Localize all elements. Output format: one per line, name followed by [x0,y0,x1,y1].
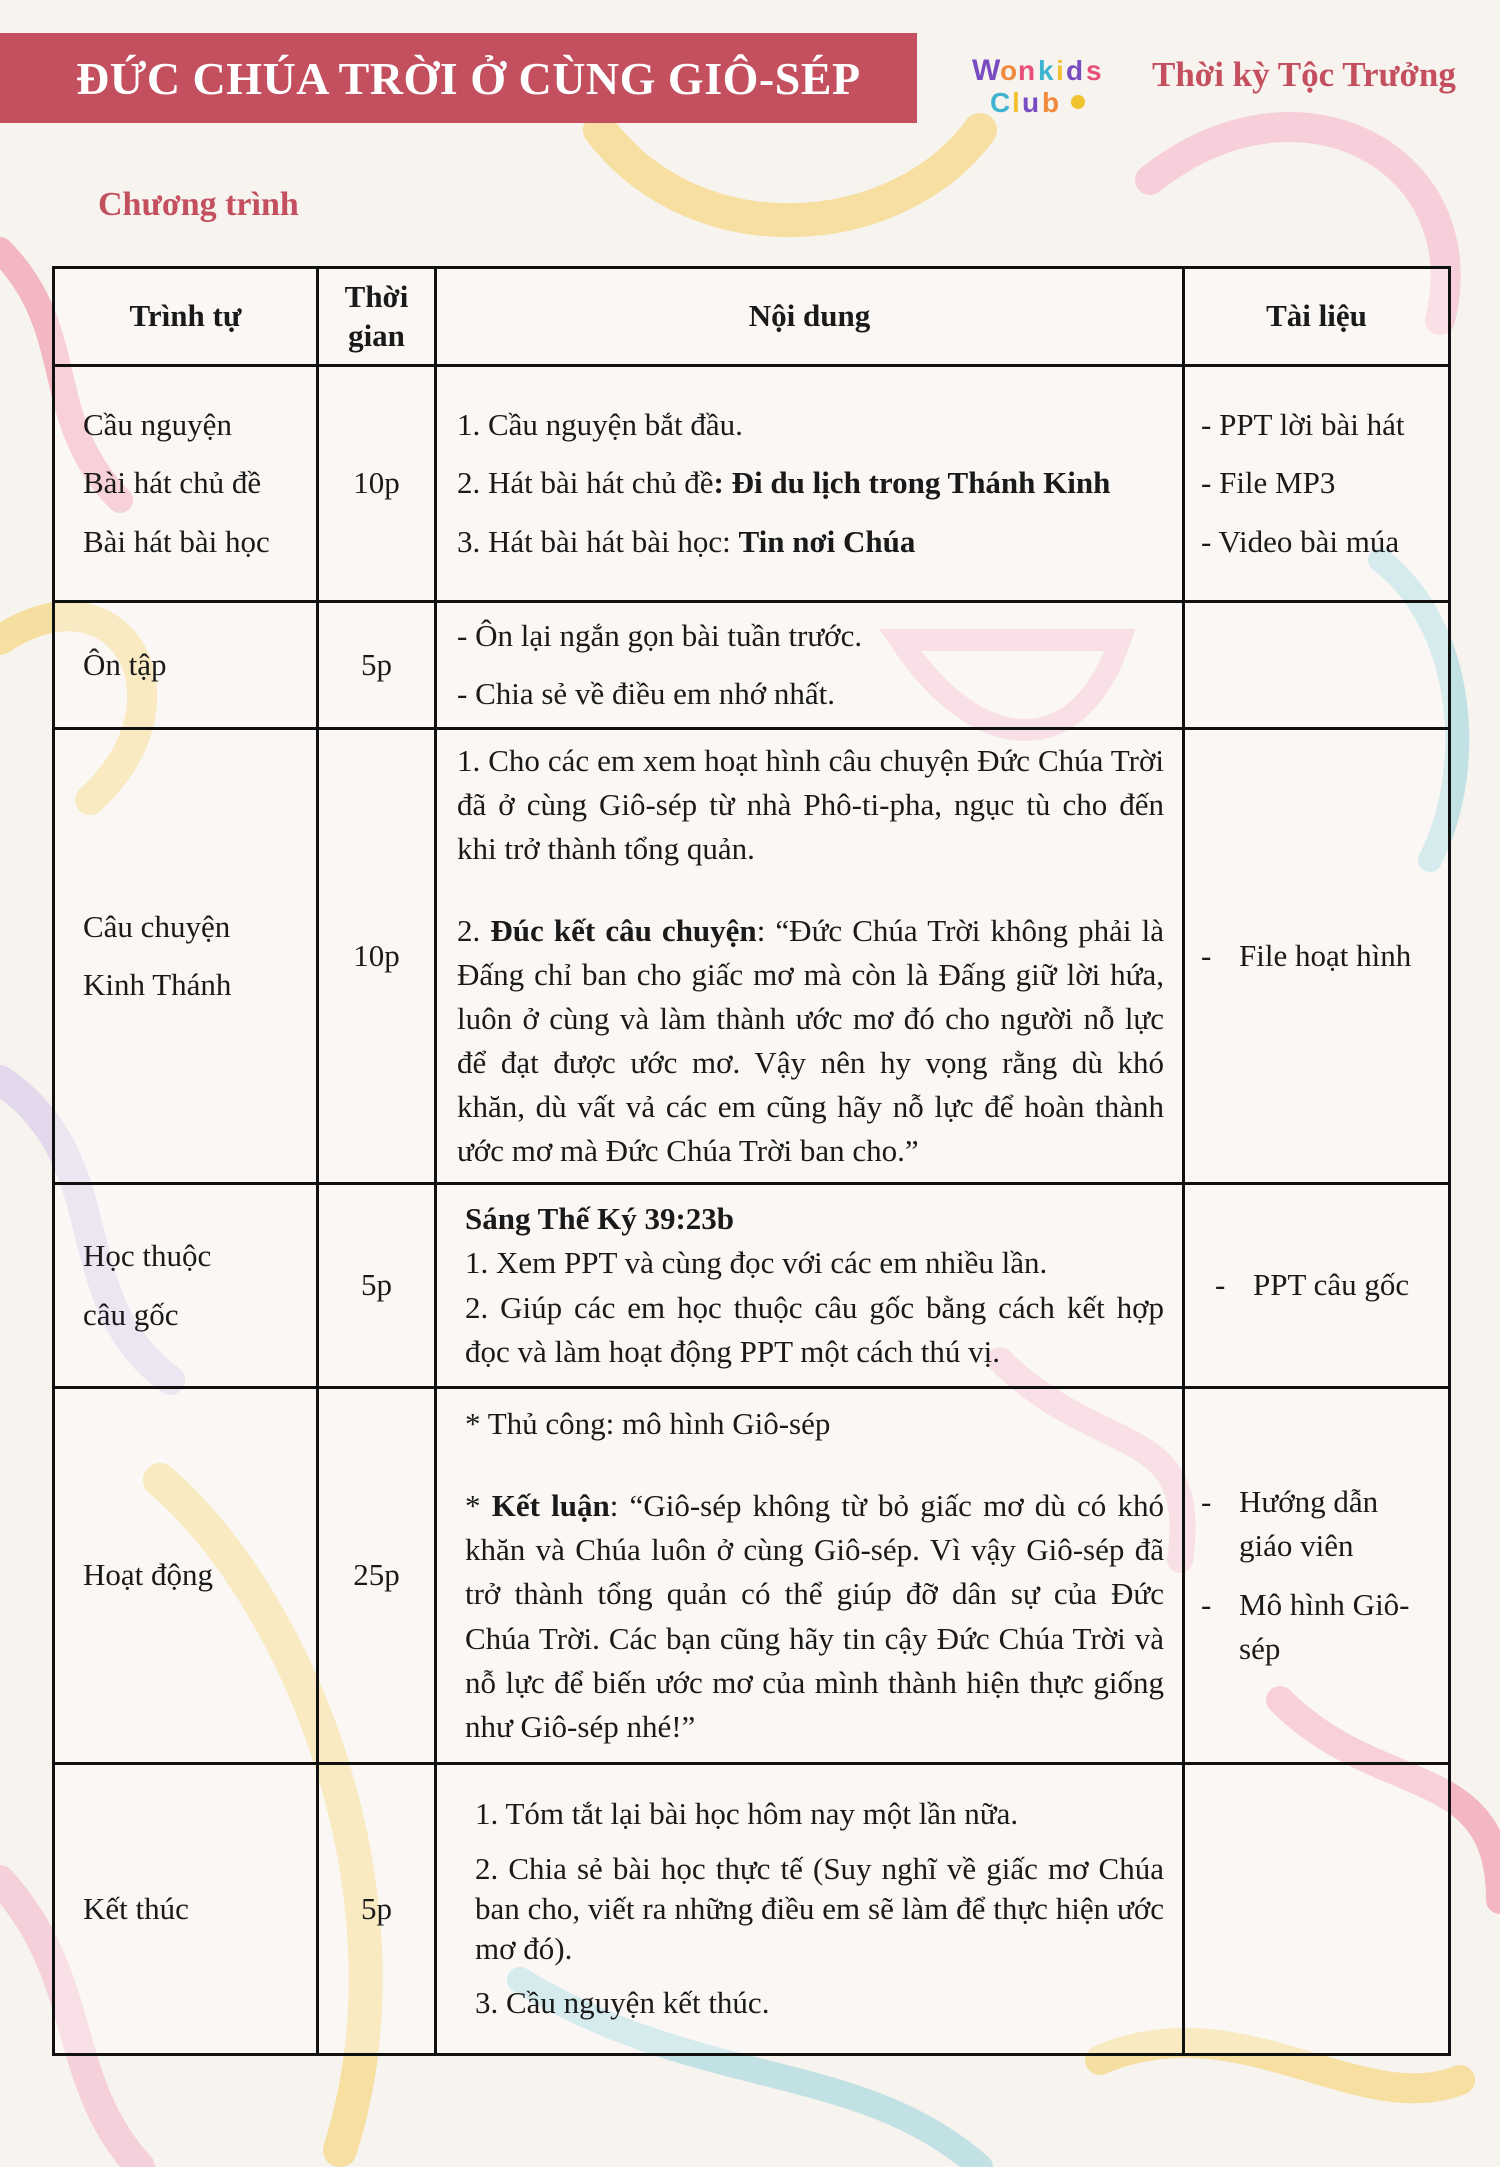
materials-cell [1184,1764,1450,2055]
content-paragraph [457,909,1164,1173]
materials-cell [1184,1184,1450,1388]
header-materials: Tài liệu [1184,268,1450,366]
table-row [54,729,1450,1184]
program-table [52,266,1451,2056]
materials-cell [1184,602,1450,729]
content-line: - Chia sẻ về điều em nhớ nhất. [457,676,835,711]
content-line: 2. Giúp các em học thuộc câu gốc bằng cách kết hợp đọc và làm hoạt động PPT một cách thú vị. [465,1289,1164,1369]
svg-text:s: s [1086,55,1102,86]
material-item [1201,934,1432,978]
table-row [54,1388,1450,1764]
materials-cell [1184,1388,1450,1764]
content-paragraph [465,1484,1164,1748]
header-content: Nội dung [436,268,1184,366]
time-cell: 5p [318,1184,436,1388]
content-cell [436,1764,1184,2055]
header-time [318,268,436,366]
lesson-song-title: Tin nơi Chúa [738,523,916,559]
content-text: 3. Hát bài hát bài học: [457,523,739,559]
material-item [1201,1480,1432,1568]
table-row [54,602,1450,729]
summary-label: Đúc kết câu chuyện [490,912,757,948]
content-paragraph: 1. Cho các em xem hoạt hình câu chuyện Đức Chúa Trời đã ở cùng Giô-sép từ nhà Phô-ti-pha, ngục tù cho đến khi trở thành tổng quản. [457,742,1164,866]
svg-text:b: b [1042,87,1060,118]
content-cell [436,729,1184,1184]
material-text: Mô hình Giô-sép [1239,1586,1410,1666]
title-banner [0,33,917,123]
sequence-cell [54,729,318,1184]
sequence-line: Bài hát bài học [83,523,270,559]
material-text: File hoạt hình [1239,937,1412,973]
content-text: * [465,1488,492,1524]
bible-reference: Sáng Thế Ký 39:23b [465,1201,735,1237]
header-sequence: Trình tự [54,268,318,366]
content-text: : “Giô-sép không từ bỏ giấc mơ dù có khó khăn và Chúa luôn ở cùng Giô-sép. Vì vậy Giô-sép đã trở thành tổng quản có thể giúp đỡ dân sự của Đức Chúa Trời. Các bạn cũng hãy tin cậy Đức Chúa Trời và nỗ lực để biến ước mơ của mình thành hiện thực giống như Giô-sép nhé!” [465,1488,1164,1744]
sequence-cell: Hoạt động [54,1388,318,1764]
table-row [54,1184,1450,1388]
material-item: - PPT lời bài hát [1201,407,1405,443]
material-dash: - [1215,1267,1226,1303]
time-cell: 25p [318,1388,436,1764]
content-line: 1. Tóm tắt lại bài học hôm nay một lần nữa. [475,1796,1019,1832]
sequence-line: Câu chuyện [83,908,231,944]
material-text: Hướng dẫn giáo viên [1239,1484,1379,1564]
sequence-line: Học thuộc [83,1238,212,1274]
content-text: 2. [457,912,491,948]
sequence-line: câu gốc [83,1296,179,1332]
content-line: 2. Chia sẻ bài học thực tế (Suy nghĩ về giấc mơ Chúa ban cho, viết ra những điều em sẽ làm để thực hiện ước mơ đó). [475,1850,1164,1967]
table-row [54,1764,1450,2055]
content-line: 3. Cầu nguyện kết thúc. [475,1985,770,2021]
svg-text:d: d [1066,55,1084,86]
content-line: 1. Cầu nguyện bắt đầu. [457,407,743,443]
content-line [457,461,1164,505]
time-cell: 5p [318,1764,436,2055]
svg-text:o: o [1000,55,1018,86]
period-label: Thời kỳ Tộc Trưởng [1152,55,1456,94]
table-header-row [54,268,1450,366]
material-dash: - [1201,1586,1212,1622]
material-item: - Video bài múa [1201,523,1400,559]
svg-text:C: C [990,87,1011,118]
material-item [1201,1583,1432,1671]
time-cell: 10p [318,366,436,602]
sequence-cell [54,366,318,602]
svg-text:W: W [972,54,1001,87]
theme-song-title: : Đi du lịch trong Thánh Kinh [713,465,1111,501]
section-label: Chương trình [98,186,299,223]
sequence-line: Bài hát chủ đề [83,465,262,501]
wonkids-club-logo [968,48,1118,118]
material-dash: - [1201,937,1212,973]
svg-text:n: n [1018,55,1036,86]
material-item [1201,1263,1432,1307]
content-line: - Ôn lại ngắn gọn bài tuần trước. [457,617,863,653]
sequence-cell: Kết thúc [54,1764,318,2055]
content-cell [436,366,1184,602]
content-text: : “Đức Chúa Trời không phải là Đấng chỉ ban cho giấc mơ mà còn là Đấng giữ lời hứa, luôn ở cùng và làm thành ước mơ đó cho người nỗ lực để đạt được ước mơ. Vậy nên hy vọng rằng dù khó khăn, dù vất vả các em cũng hãy nỗ lực để hoàn thành ước mơ mà Đức Chúa Trời ban cho.” [457,912,1165,1169]
header-time-line2: gian [348,317,405,353]
sequence-cell [54,1184,318,1388]
content-cell [436,1388,1184,1764]
sequence-cell: Ôn tập [54,602,318,729]
content-cell [436,1184,1184,1388]
svg-text:i: i [1056,55,1064,86]
sequence-line: Kinh Thánh [83,967,232,1002]
svg-text:k: k [1038,55,1054,86]
material-item: - File MP3 [1201,465,1336,501]
table-row [54,366,1450,602]
content-text: 2. Hát bài hát chủ đề [457,465,714,501]
conclusion-label: Kết luận [491,1488,610,1524]
content-line: 1. Xem PPT và cùng đọc với các em nhiều lần. [465,1245,1048,1281]
material-dash: - [1201,1484,1212,1520]
material-text: PPT câu gốc [1253,1267,1410,1303]
page-title: ĐỨC CHÚA TRỜI Ở CÙNG GIÔ-SÉP [76,52,861,104]
sequence-line: Cầu nguyện [83,407,232,443]
time-cell: 10p [318,729,436,1184]
content-cell [436,602,1184,729]
content-line: * Thủ công: mô hình Giô-sép [465,1406,831,1442]
materials-cell [1184,366,1450,602]
materials-cell [1184,729,1450,1184]
time-cell: 5p [318,602,436,729]
svg-text:u: u [1022,87,1040,118]
svg-text:l: l [1012,87,1020,118]
header-time-line1: Thời [344,278,409,314]
content-line [457,520,1164,564]
